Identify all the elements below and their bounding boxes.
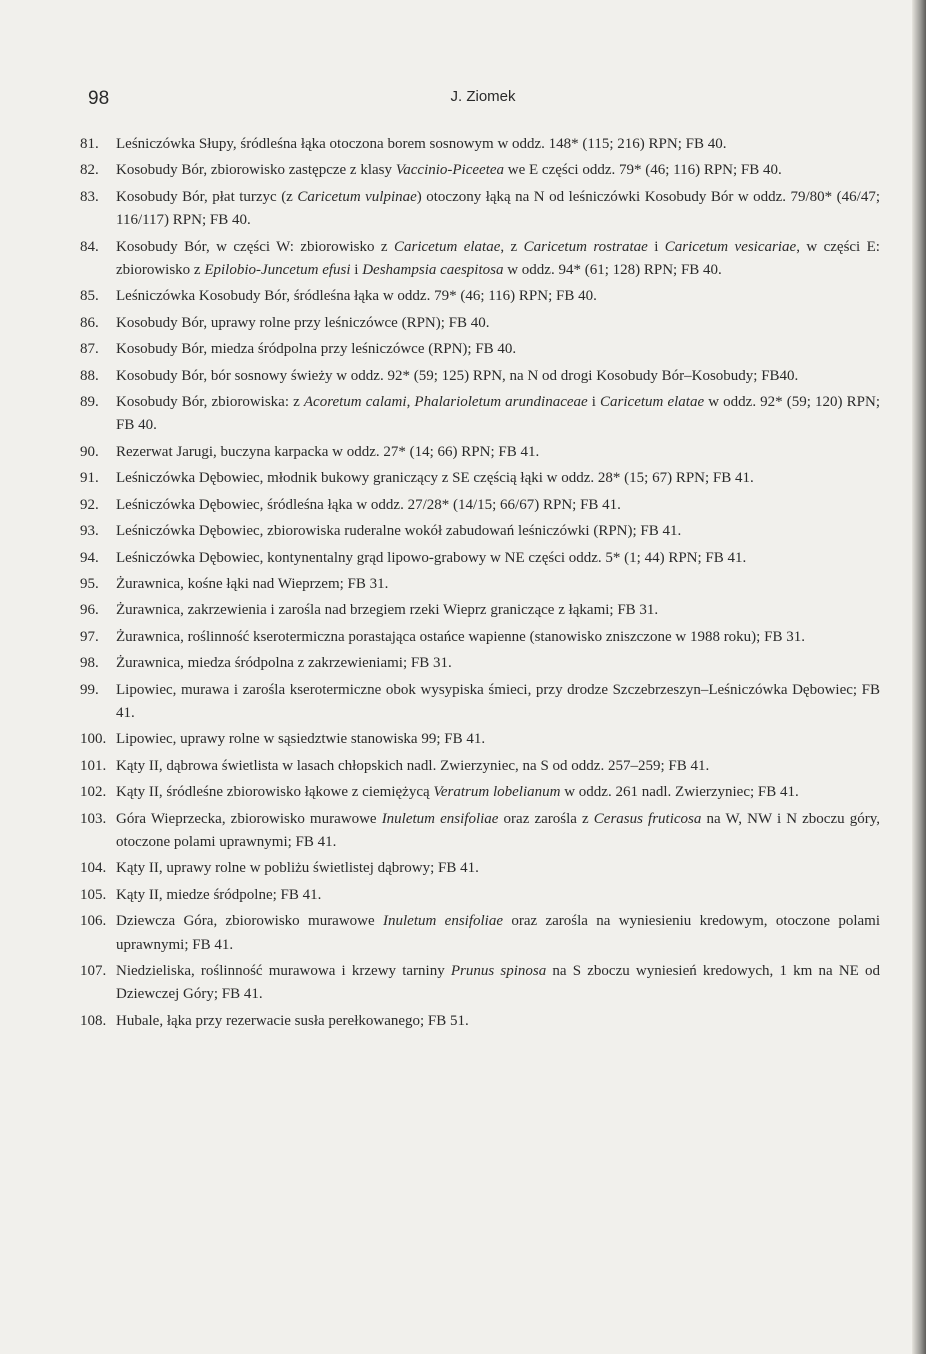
- list-item: 85. Leśniczówka Kosobudy Bór, śródleśna łąka w oddz. 79* (46; 116) RPN; FB 40.: [80, 288, 597, 305]
- running-head-author: J. Ziomek: [450, 88, 516, 105]
- list-item: 103. Góra Wieprzecka, zbiorowisko murawowe Inuletum ensifoliae oraz zarośla z Cerasus fruticosa na W, NW i N zboczu góry, otoczone polami uprawnymi; FB 41.: [80, 810, 880, 850]
- list-item: 100. Lipowiec, uprawy rolne w sąsiedztwie stanowiska 99; FB 41.: [80, 731, 486, 748]
- list-item: 104. Kąty II, uprawy rolne w pobliżu świetlistej dąbrowy; FB 41.: [80, 860, 479, 877]
- list-item: 86. Kosobudy Bór, uprawy rolne przy leśniczówce (RPN); FB 40.: [80, 314, 490, 331]
- list-item: 81. Leśniczówka Słupy, śródleśna łąka otoczona borem sosnowym w oddz. 148* (115; 216) RPN; FB 40.: [80, 136, 727, 152]
- list-item: 108. Hubale, łąka przy rezerwacie susła perełkowanego; FB 51.: [80, 1012, 469, 1029]
- list-item: 97. Żurawnica, roślinność kserotermiczna porastająca ostańce wapienne (stanowisko zniszczone w 1988 roku); FB 31.: [80, 628, 805, 645]
- list-item: 98. Żurawnica, miedza śródpolna z zakrzewieniami; FB 31.: [80, 655, 452, 672]
- list-item: 96. Żurawnica, zakrzewienia i zarośla nad brzegiem rzeki Wieprz graniczące z łąkami; FB 31.: [80, 602, 659, 619]
- list-item: 107. Niedzieliska, roślinność murawowa i krzewy tarniny Prunus spinosa na S zboczu wyniesień kredowych, 1 km na NE od Dziewczej Góry; FB 41.: [80, 963, 880, 1003]
- list-item: 105. Kąty II, miedze śródpolne; FB 41.: [80, 886, 322, 903]
- page-header: [88, 88, 878, 112]
- list-item: 83. Kosobudy Bór, płat turzyc (z Caricetum vulpinae) otoczony łąką na N od leśniczówki Kosobudy Bór w oddz. 79/80* (46/47; 116/117) RPN; FB 40.: [80, 188, 880, 229]
- list-item: 102. Kąty II, śródleśne zbiorowisko łąkowe z ciemiężycą Veratrum lobelianum w oddz. 261 nadl. Zwierzyniec; FB 41.: [80, 784, 799, 801]
- list-item: 88. Kosobudy Bór, bór sosnowy świeży w oddz. 92* (59; 125) RPN, na N od drogi Kosobudy Bór–Kosobudy; FB40.: [80, 367, 799, 384]
- list-item: 93. Leśniczówka Dębowiec, zbiorowiska ruderalne wokół zabudowań leśniczówki (RPN); FB 41.: [80, 523, 682, 540]
- list-item: 82. Kosobudy Bór, zbiorowisko zastępcze z klasy Vaccinio-Piceetea we E części oddz. 79* (46; 116) RPN; FB 40.: [80, 162, 782, 179]
- entry-list: [80, 133, 880, 1036]
- list-item: 101. Kąty II, dąbrowa świetlista w lasach chłopskich nadl. Zwierzyniec, na S od oddz. 257–259; FB 41.: [80, 757, 710, 774]
- list-item: 92. Leśniczówka Dębowiec, śródleśna łąka w oddz. 27/28* (14/15; 66/67) RPN; FB 41.: [80, 496, 621, 513]
- list-item: 95. Żurawnica, kośne łąki nad Wieprzem; FB 31.: [80, 575, 389, 592]
- list-item: 87. Kosobudy Bór, miedza śródpolna przy leśniczówce (RPN); FB 40.: [80, 341, 517, 358]
- list-item: 91. Leśniczówka Dębowiec, młodnik bukowy graniczący z SE częścią łąki w oddz. 28* (15; 67) RPN; FB 41.: [80, 470, 754, 487]
- list-item: 84. Kosobudy Bór, w części W: zbiorowisko z Caricetum elatae, z Caricetum rostratae i Caricetum vesicariae, w części E: zbiorowisko z Epilobio-Juncetum efusi i Deshampsia caespitosa w oddz. 94* (61; 128) RPN; FB 40.: [80, 238, 880, 279]
- list-item: 89. Kosobudy Bór, zbiorowiska: z Acoretum calami, Phalarioletum arundinaceae i Caricetum elatae w oddz. 92* (59; 120) RPN; FB 40.: [80, 394, 880, 434]
- list-item: 94. Leśniczówka Dębowiec, kontynentalny grąd lipowo-grabowy w NE części oddz. 5* (1; 44) RPN; FB 41.: [80, 549, 747, 566]
- list-item: 99. Lipowiec, murawa i zarośla kserotermiczne obok wysypiska śmieci, przy drodze Szczebrzeszyn–Leśniczówka Dębowiec; FB 41.: [80, 681, 880, 721]
- page-number: 98: [88, 88, 110, 109]
- list-item: 106. Dziewcza Góra, zbiorowisko murawowe Inuletum ensifoliae oraz zarośla na wyniesieniu kredowym, otoczone polami uprawnymi; FB 41.: [80, 913, 880, 953]
- page-edge-shadow: [912, 0, 926, 1354]
- list-item: 90. Rezerwat Jarugi, buczyna karpacka w oddz. 27* (14; 66) RPN; FB 41.: [80, 443, 540, 460]
